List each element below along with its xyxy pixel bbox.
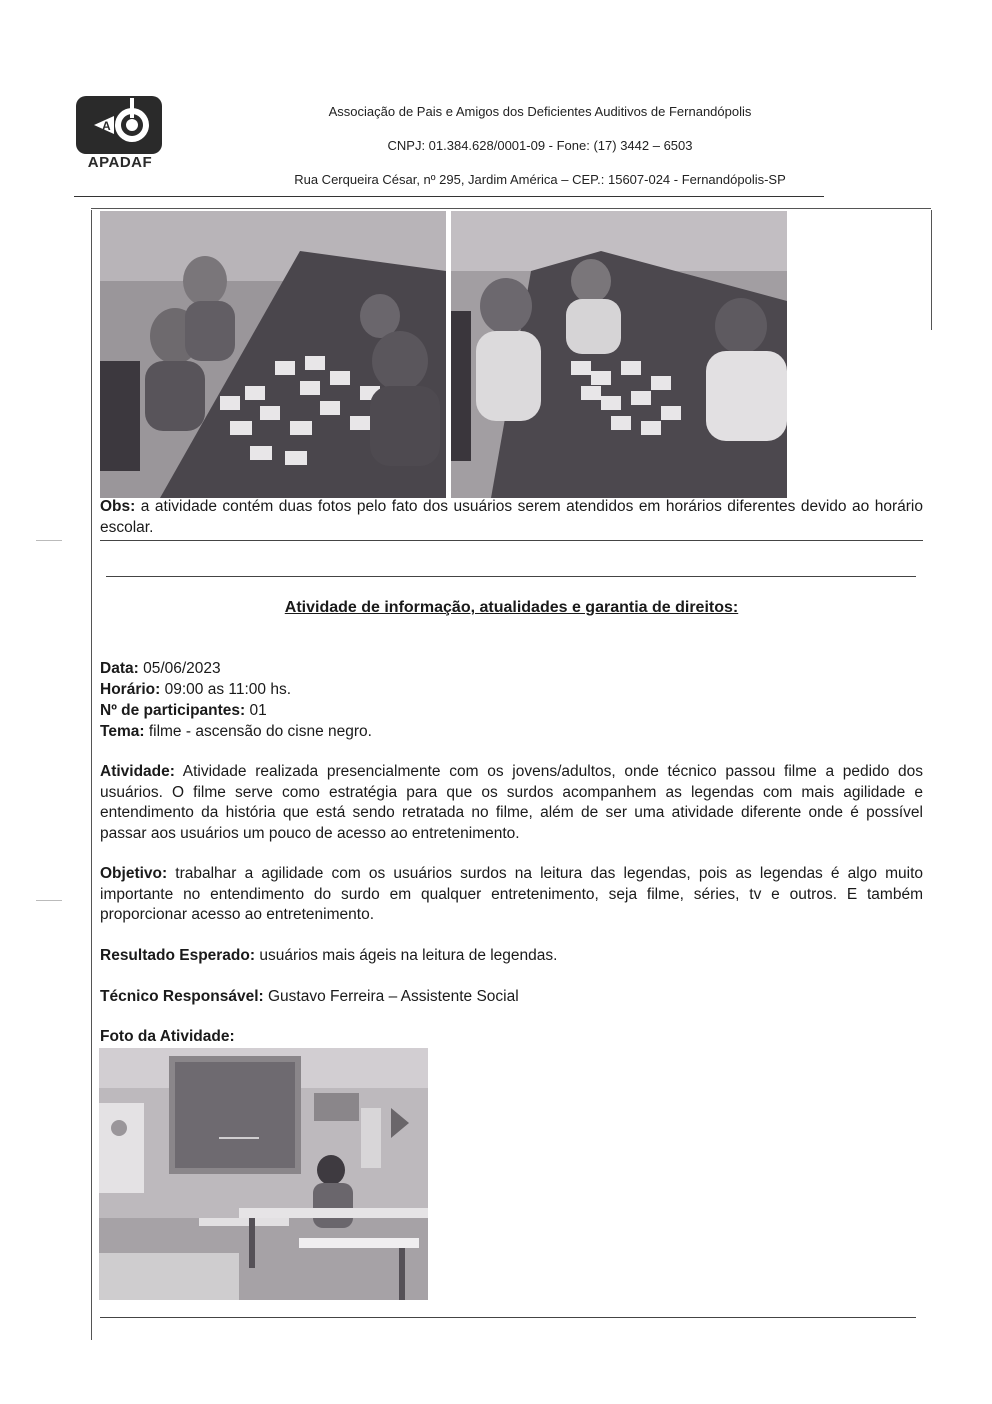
field-data — [100, 658, 923, 679]
objetivo-paragraph — [100, 864, 923, 926]
tecnico-paragraph — [100, 987, 923, 1008]
objetivo-label: Objetivo: — [100, 865, 168, 882]
organization-address: Rua Cerqueira César, nº 295, Jardim América – CEP.: 15607-024 - Fernandópolis-SP — [294, 172, 786, 187]
atividade-text: Atividade realizada presencialmente com os jovens/adultos, onde técnico passou filme a pedido dos usuários. O filme serve como estratégia para que os surdos acompanhem as legendas com mais agilidade e entendimento da história que está sendo retratada no filme, além de ser uma atividade diferente onde é possível passar aos usuários um pouco de acesso ao entretenimento. — [100, 763, 923, 842]
field-value: 01 — [245, 702, 267, 719]
logo-text: APADAF — [87, 154, 153, 171]
objetivo-text: trabalhar a agilidade com os usuários surdos na leitura das legendas, pois as legendas é algo muito importante no entendimento do surdo em qualquer entretenimento, seja filme, séries, tv e outros. E também proporcionar acesso ao entretenimento. — [100, 865, 923, 923]
svg-text:A: A — [102, 119, 111, 133]
frame-top-line — [91, 208, 931, 209]
activity-photo-2 — [451, 211, 787, 498]
field-tema — [100, 721, 923, 742]
section-title: Atividade de informação, atualidades e garantia de direitos: — [284, 599, 739, 616]
field-value: 05/06/2023 — [138, 660, 221, 677]
field-value: filme - ascensão do cisne negro. — [144, 723, 372, 740]
tecnico-label: Técnico Responsável: — [100, 988, 264, 1005]
field-label: Data: — [100, 660, 139, 677]
divider-line — [106, 576, 916, 577]
activity-photo-3 — [99, 1048, 428, 1300]
obs-label: Obs: — [100, 498, 136, 515]
frame-left-line — [91, 210, 92, 1340]
field-label: Tema: — [100, 723, 145, 740]
activity-fields — [100, 658, 923, 742]
obs-text: a atividade contém duas fotos pelo fato dos usuários serem atendidos em horários diferentes devido ao horário escolar. — [100, 498, 923, 536]
frame-right-line — [931, 210, 932, 330]
organization-contact: CNPJ: 01.384.628/0001-09 - Fone: (17) 3442 – 6503 — [387, 138, 693, 153]
atividade-label: Atividade: — [100, 763, 175, 780]
activity-photo-1 — [100, 211, 446, 498]
foto-label: Foto da Atividade: — [100, 1028, 235, 1045]
organization-name: Associação de Pais e Amigos dos Deficientes Auditivos de Fernandópolis — [328, 104, 752, 119]
divider-line — [100, 1317, 916, 1318]
header-divider — [74, 196, 824, 197]
field-value: 09:00 as 11:00 hs. — [160, 681, 291, 698]
scan-margin-mark — [36, 900, 62, 901]
field-label: Nº de participantes: — [100, 702, 246, 719]
resultado-text: usuários mais ágeis na leitura de legendas. — [255, 947, 558, 964]
divider-line — [100, 540, 923, 541]
atividade-paragraph — [100, 762, 923, 844]
field-label: Horário: — [100, 681, 161, 698]
field-participantes — [100, 700, 923, 721]
scan-margin-mark — [36, 540, 62, 541]
resultado-paragraph — [100, 946, 923, 967]
obs-note — [100, 497, 923, 538]
resultado-label: Resultado Esperado: — [100, 947, 256, 964]
apadaf-logo — [74, 94, 166, 174]
tecnico-text: Gustavo Ferreira – Assistente Social — [263, 988, 519, 1005]
field-horario — [100, 679, 923, 700]
